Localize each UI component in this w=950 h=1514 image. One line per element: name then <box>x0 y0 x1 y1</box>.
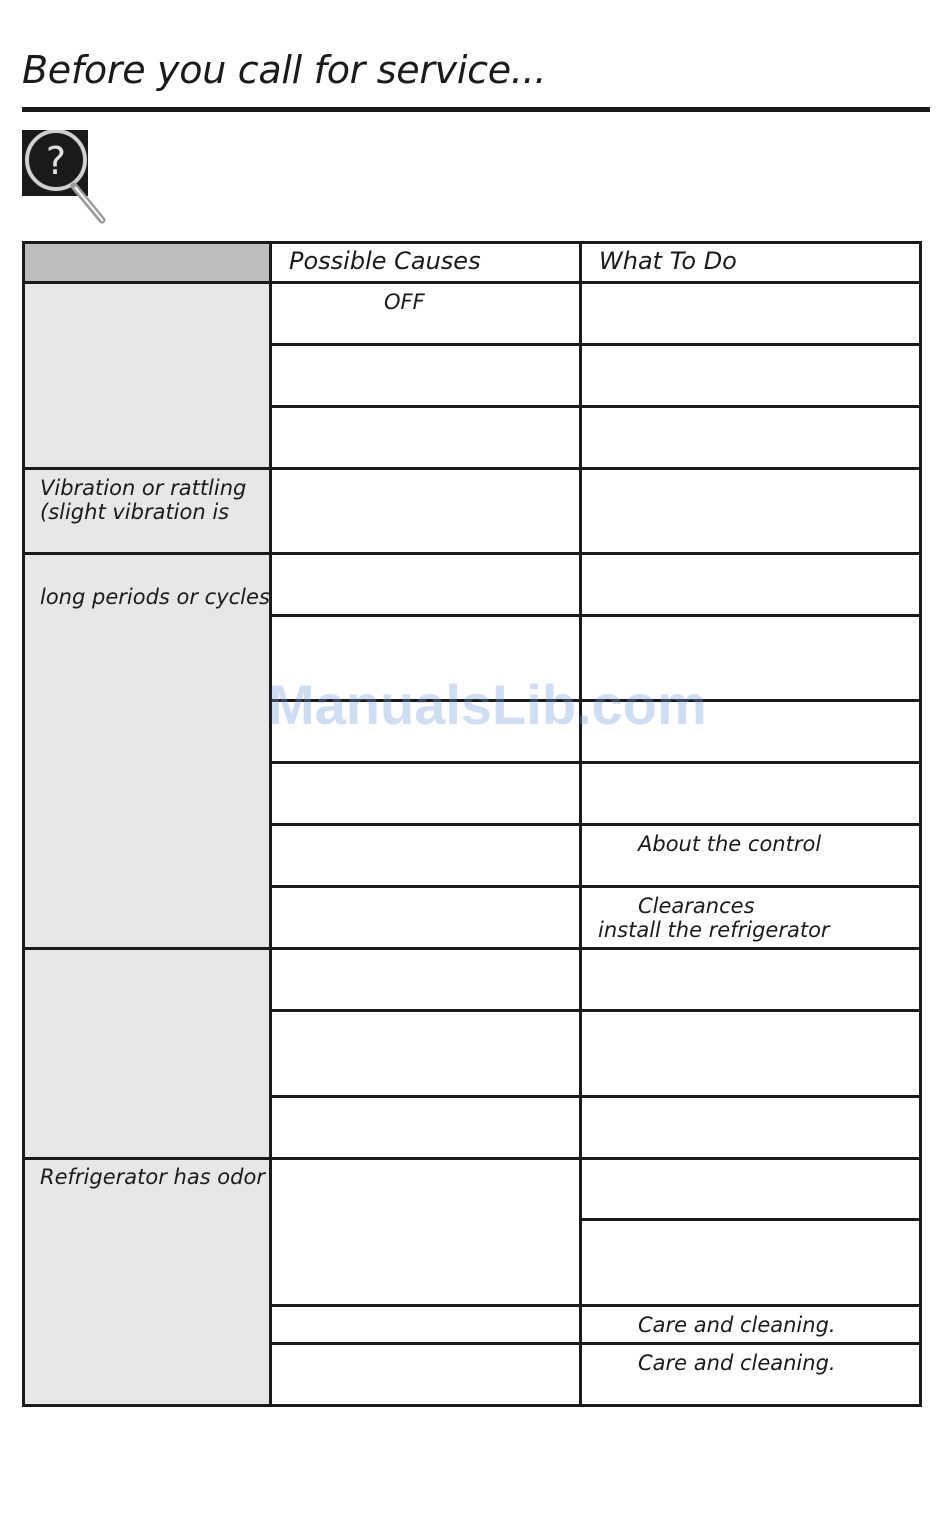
row-rule <box>270 343 922 346</box>
row-rule <box>270 1009 922 1012</box>
row-rule <box>580 1218 922 1221</box>
row-rule <box>270 1095 922 1098</box>
header-rule <box>22 281 922 284</box>
problem-long-periods: long periods or cycles <box>40 585 270 609</box>
group-rule <box>22 552 922 555</box>
table-border-top <box>22 241 922 244</box>
table-border-bottom <box>22 1404 922 1407</box>
row-rule <box>270 1304 922 1307</box>
group-rule <box>22 947 922 950</box>
row-rule <box>270 885 922 888</box>
todo-clearances-line2: install the refrigerator <box>598 918 830 942</box>
todo-care-cleaning-2: Care and cleaning. <box>638 1351 836 1375</box>
page-title: Before you call for service... <box>22 48 547 92</box>
group-rule <box>22 467 922 470</box>
problem-column <box>22 283 270 1407</box>
problem-vibration-line1: Vibration or rattling <box>40 476 247 500</box>
watermark: ManualsLib.com <box>268 673 707 736</box>
row-rule <box>270 405 922 408</box>
group-rule <box>22 1157 922 1160</box>
svg-text:?: ? <box>45 139 67 183</box>
problem-vibration-line2: (slight vibration is <box>40 500 230 524</box>
row-rule <box>270 823 922 826</box>
table-border-left <box>22 241 25 1407</box>
header-what-to-do: What To Do <box>599 247 737 275</box>
row-rule <box>270 1342 922 1345</box>
header-problem-cell <box>22 241 270 283</box>
row-rule <box>270 614 922 617</box>
magnifier-question-icon <box>22 130 112 230</box>
troubleshooting-table <box>22 241 922 1407</box>
todo-clearances-line1: Clearances <box>638 894 755 918</box>
todo-about-control: About the control <box>638 832 822 856</box>
row-rule <box>270 761 922 764</box>
cause-off-text: OFF <box>384 290 425 314</box>
title-rule <box>22 107 930 112</box>
todo-care-cleaning-1: Care and cleaning. <box>638 1313 836 1337</box>
problem-odor: Refrigerator has odor <box>40 1165 265 1189</box>
header-possible-causes: Possible Causes <box>289 247 481 275</box>
